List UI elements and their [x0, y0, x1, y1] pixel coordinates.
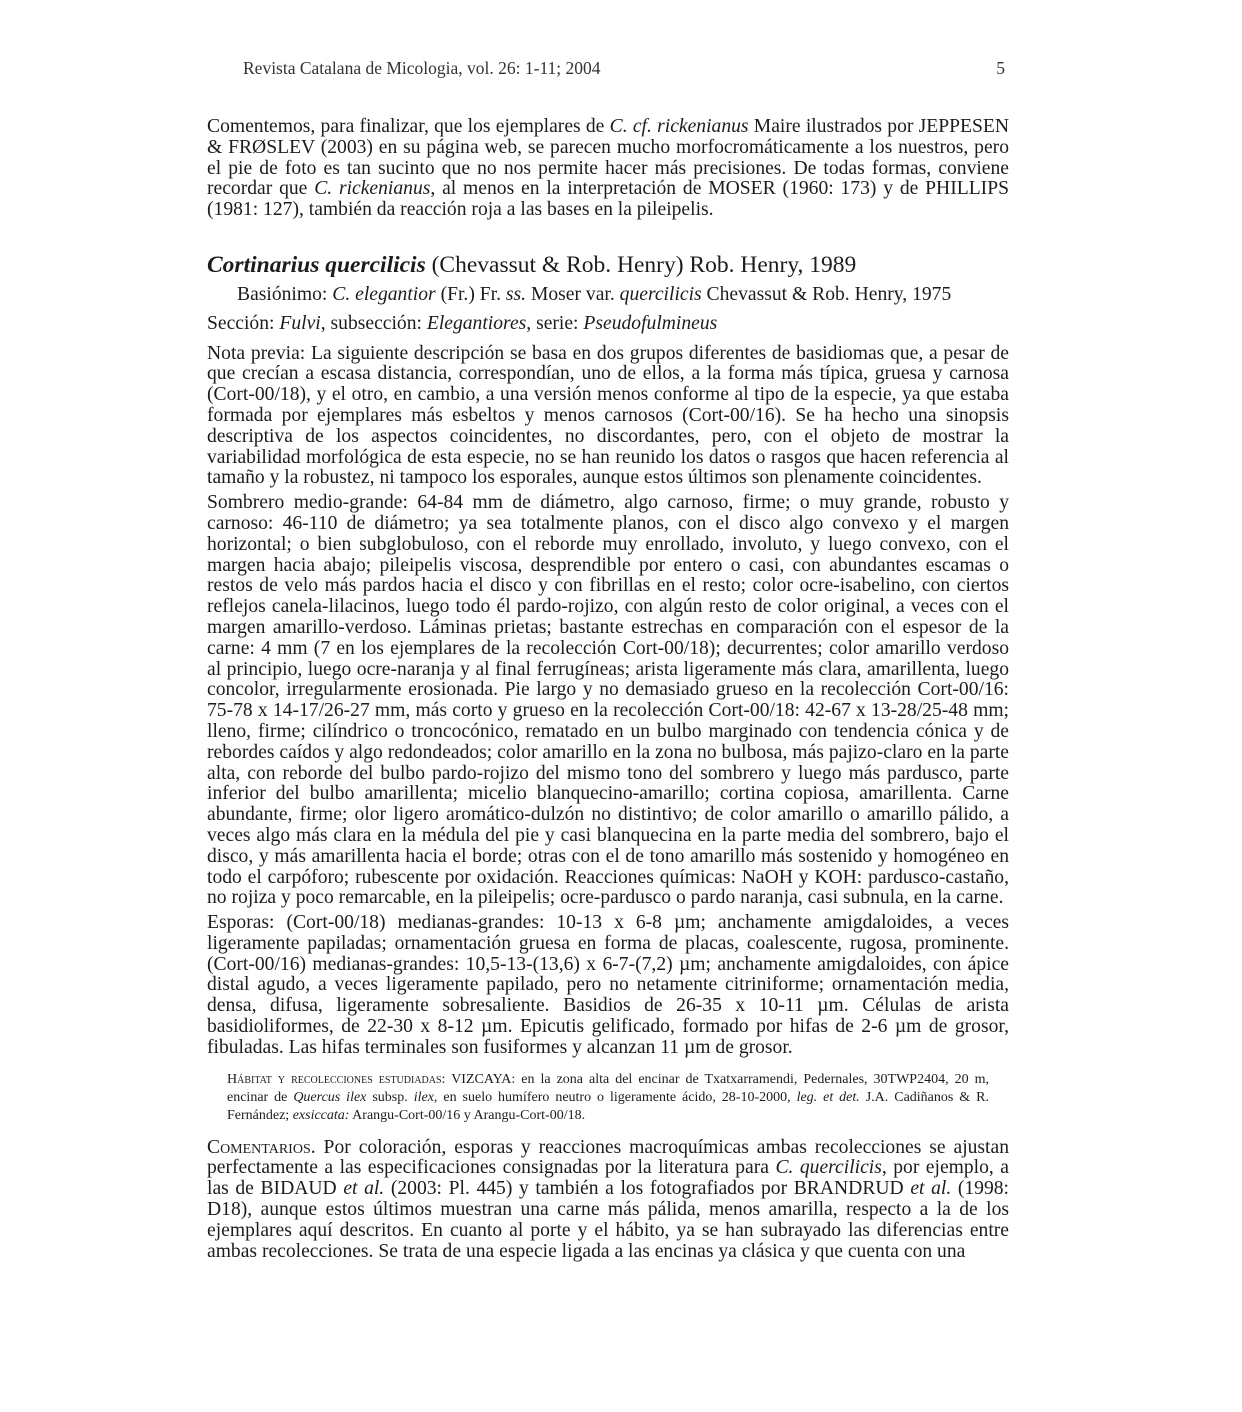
- text-run: Por coloración, esporas y reacciones macroquímicas ambas recolecciones se ajustan perfectamente a las especificaciones consignadas por la literatura para: [207, 1136, 1009, 1179]
- habitat-label: Hábitat y recolecciones estudiadas:: [227, 1071, 446, 1087]
- comments-label: Comentarios.: [207, 1136, 316, 1158]
- text-run: J.A. Cadiñanos & R. Fernández;: [227, 1089, 989, 1124]
- text-run: Maire ilustrados por JEPPESEN & FRØSLEV (2003) en su página web, se parecen mucho morfocromáticamente a los nuestros, pero el pie de foto es tan sucinto que no nos permite hacer más precisiones. De todas formas, conviene recordar que: [207, 116, 1010, 200]
- text-run: Moser var.: [526, 283, 620, 305]
- text-run: , en suelo humífero neutro o ligeramente ácido, 28-10-2000,: [433, 1089, 797, 1105]
- text-run: subsp.: [366, 1089, 414, 1105]
- taxon-name: quercilicis: [619, 283, 702, 305]
- italic-text: ss.: [505, 283, 527, 305]
- taxon-name: Fulvi: [279, 312, 321, 334]
- species-heading: [207, 251, 1009, 279]
- species-name: Cortinarius quercilicis: [207, 251, 426, 278]
- taxon-name: ilex: [413, 1089, 434, 1105]
- text-run: Chevassut & Rob. Henry, 1975: [701, 283, 952, 305]
- taxon-name: Pseudofulmineus: [583, 312, 718, 334]
- basionym-line: [237, 285, 1009, 306]
- taxon-name: C. cf. rickenianus: [609, 116, 749, 137]
- text-run: , por ejemplo, a las de BIDAUD: [207, 1157, 1009, 1200]
- species-authority: (Chevassut & Rob. Henry) Rob. Henry, 1989: [425, 251, 857, 278]
- text-run: Sección:: [207, 312, 280, 334]
- taxon-name: Quercus ilex: [293, 1089, 367, 1105]
- section-line: [207, 314, 1009, 335]
- italic-text: exsiccata:: [292, 1108, 350, 1124]
- italic-text: leg. et det.: [796, 1089, 860, 1105]
- text-run: VIZCAYA: en la zona alta del encinar de Txatxarramendi, Pedernales, 30TWP2404, 20 m, encinar de: [227, 1071, 989, 1105]
- journal-citation: Revista Catalana de Micologia, vol. 26: 1-11; 2004: [243, 58, 601, 78]
- taxon-name: Elegantiores: [426, 312, 527, 334]
- spores-paragraph: Esporas: (Cort-00/18) medianas-grandes: 10-13 x 6-8 µm; anchamente amigdaloides, a veces ligeramente papiladas; ornamentación gruesa en forma de placas, coalescente, rugosa, prominente. (Cort-00/16) medianas-grandes: 10,5-13-(13,6) x 6-7-(7,2) µm; anchamente amigdaloides, con ápice distal agudo, a veces ligeramente papilado, pero no netamente citriniforme; ornamentación media, densa, difusa, ligeramente sobresaliente. Basidios de 26-35 x 10-11 µm. Células de arista basidioliformes, de 22-30 x 8-12 µm. Epicutis gelificado, formado por hifas de 2-6 µm de grosor, fibuladas. Las hifas terminales son fusiformes y alcanzan 11 µm de grosor.: [207, 912, 1009, 1058]
- comments-paragraph: [207, 1138, 1009, 1263]
- text-run: (Fr.) Fr.: [435, 283, 506, 305]
- article-body: [207, 117, 1009, 1262]
- taxon-name: C. rickenianus: [314, 178, 431, 200]
- italic-text: et al.: [910, 1178, 952, 1200]
- description-paragraph: Sombrero medio-grande: 64-84 mm de diámetro, algo carnoso, firme; o muy grande, robusto y carnoso: 46-110 de diámetro; ya sea totalmente planos, con el disco algo convexo y el margen horizontal; o bien subglobuloso, con el reborde muy enrollado, involuto, y luego convexo, con el margen hacia abajo; pileipelis viscosa, desprendible por entero o casi, con abundantes escamas o restos de velo más pardos hacia el disco y con fibrillas en el resto; color ocre-isabelino, con ciertos reflejos canela-lilacinos, luego todo él pardo-rojizo, con algún resto de color original, a veces con el margen amarillo-verdoso. Láminas prietas; bastante estrechas en comparación con el espesor de la carne: 4 mm (7 en los ejemplares de la recolección Cort-00/18); decurrentes; color amarillo verdoso al principio, luego ocre-naranja y al final ferrugíneas; arista ligeramente más clara, amarillenta, luego concolor, irregularmente erosionada. Pie largo y no demasiado grueso en la recolección Cort-00/16: 75-78 x 14-17/26-27 mm, más corto y grueso en la recolección Cort-00/18: 42-67 x 13-28/25-48 mm; lleno, firme; cilíndrico o troncocónico, rematado en un bulbo marginado con tendencia cónica y de rebordes caídos y algo redondeados; color amarillo en la zona no bulbosa, más pajizo-claro en la parte alta, con reborde del bulbo pardo-rojizo del mismo tono del sombrero y luego más pardusco, parte inferior del bulbo amarillenta; micelio blanquecino-amarillo; cortina copiosa, amarillenta. Carne abundante, firme; olor ligero aromático-dulzón no distintivo; de color amarillo o amarillo pálido, a veces algo más clara en la médula del pie y casi blanquecina en la parte media del sombrero, bajo el disco, y más amarillenta hacia el borde; otras con el de tono amarillo más sostenido y homogéneo en todo el carpóforo; rubescente por oxidación. Reacciones químicas: NaOH y KOH: pardusco-castaño, no rojiza y poco remarcable, en la pileipelis; ocre-pardusco o pardo naranja, casi subnula, en la carne.: [207, 492, 1009, 909]
- page-number: 5: [996, 58, 1005, 78]
- habitat-paragraph: [227, 1071, 989, 1126]
- text-run: Arangu-Cort-00/16 y Arangu-Cort-00/18.: [349, 1108, 586, 1124]
- text-run: (1998: D18), aunque estos últimos muestran una carne más pálida, menos amarilla, respecto a la de los ejemplares aquí descritos. En cuanto al porte y el hábito, ya se han subrayado las diferencias entre ambas recolecciones. Se trata de una especie ligada a las encinas ya clásica y que cuenta con una: [207, 1178, 1010, 1262]
- text-run: , al menos en la interpretación de MOSER (1960: 173) y de PHILLIPS (1981: 127), también da reacción roja a las bases en la pileipelis.: [207, 178, 1009, 221]
- intro-paragraph: [207, 117, 1009, 221]
- text-run: , serie:: [526, 312, 584, 334]
- text-run: , subsección:: [320, 312, 427, 334]
- running-header: [243, 58, 1005, 88]
- text-run: Comentemos, para finalizar, que los ejemplares de: [207, 116, 610, 137]
- taxon-name: C. quercilicis: [775, 1157, 882, 1179]
- taxon-name: C. elegantior: [332, 283, 436, 305]
- italic-text: et al.: [343, 1178, 385, 1200]
- nota-previa-paragraph: Nota previa: La siguiente descripción se basa en dos grupos diferentes de basidiomas que, a pesar de que crecían a escasa distancia, correspondían, uno de ellos, a la forma más típica, gruesa y carnosa (Cort-00/18), y el otro, en cambio, a una versión menos conforme al tipo de la especie, ya que estaba formada por ejemplares más esbeltos y menos carnosos (Cort-00/16). Se ha hecho una sinopsis descriptiva de los aspectos coincidentes, no discordantes, pero, con el objeto de mostrar la variabilidad morfológica de esta especie, no se han reunido los datos o rasgos que hacen referencia al tamaño y la robustez, ni tampoco los esporales, aunque estos últimos son plenamente coincidentes.: [207, 342, 1009, 489]
- text-run: (2003: Pl. 445) y también a los fotografiados por BRANDRUD: [384, 1178, 911, 1200]
- text-run: Basiónimo:: [237, 283, 333, 305]
